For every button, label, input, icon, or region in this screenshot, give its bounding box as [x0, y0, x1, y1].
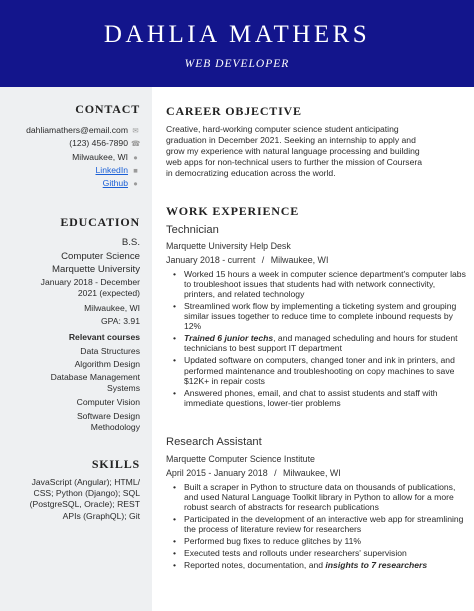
contact-phone[interactable] [0, 137, 140, 150]
envelope-icon: ✉ [132, 126, 139, 136]
objective-text [166, 124, 466, 179]
skills-list [0, 477, 140, 522]
github-link[interactable]: Github [102, 178, 128, 189]
objective-line: web apps for non-technical users to further the mission of Coursera [166, 157, 423, 168]
objective-heading: CAREER OBJECTIVE [166, 104, 302, 118]
job-company: Marquette Computer Science Institute [166, 454, 315, 464]
edu-degree: B.S. [121, 237, 140, 248]
skills-line: CSS; Python (Django); SQL [33, 488, 140, 499]
contact-list [0, 124, 140, 190]
linkedin-link[interactable]: LinkedIn [95, 164, 128, 175]
job-bullet [166, 388, 466, 408]
edu-dates-line-2: 2021 (expected) [77, 287, 140, 298]
bullet-text: Updated software on computers, changed toner and ink in printers, and performed maintenance and troubleshooting on copy machines to save $12K+ in repair costs [184, 355, 455, 386]
edu-dates-line-1: January 2018 - December [40, 276, 140, 287]
job-bullets [166, 482, 466, 572]
objective-line: in democratizing education across the world. [166, 168, 336, 179]
contact-linkedin[interactable] [0, 164, 140, 177]
experience-heading: WORK EXPERIENCE [166, 204, 300, 218]
job-bullet [166, 269, 466, 299]
course-item: Software Design [76, 410, 140, 421]
bullet-text: Answered phones, email, and chat to assist students and staff with immediate questions, lower-tier problems [184, 387, 438, 408]
github-icon: ● [133, 179, 138, 189]
edu-location: Milwaukee, WI [84, 302, 140, 313]
courses-heading: Relevant courses [68, 332, 140, 343]
job-bullet [166, 514, 466, 534]
job-bullet [166, 548, 466, 558]
course-item: Methodology [90, 421, 140, 432]
contact-heading: CONTACT [75, 102, 140, 116]
contact-email[interactable] [0, 124, 140, 137]
course-item: Algorithm Design [74, 358, 140, 369]
edu-school: Marquette University [52, 264, 140, 275]
edu-gpa: GPA: 3.91 [100, 316, 140, 327]
job-bullet [166, 301, 466, 331]
job-bullet [166, 355, 466, 385]
bullet-text: Participated in the development of an interactive web app for streamlining the process of literature review for researchers [184, 514, 464, 535]
skills-heading: SKILLS [91, 457, 140, 471]
job-dates-location [166, 255, 328, 265]
highlight-text: Trained 6 junior techs [184, 333, 274, 344]
location-pin-icon: ● [133, 152, 138, 162]
separator: / [261, 255, 265, 265]
bullet-text: Built a scraper in Python to structure data on thousands of publications, and used Natural Language Toolkit library in Python to allow for a more robust search of abstracts for research publications [184, 482, 456, 513]
contact-phone-text: (123) 456-7890 [69, 138, 128, 149]
course-item: Systems [107, 383, 140, 394]
highlight-text: insights to 7 researchers [325, 560, 428, 571]
candidate-name: DAHLIA MATHERS [103, 21, 371, 48]
skills-line: APIs (GraphQL); Git [62, 510, 140, 521]
objective-line: Creative, hard-working computer science student anticipating [166, 124, 399, 134]
bullet-text: Performed bug fixes to reduce glitches by 11% [184, 536, 362, 547]
job-bullets [166, 269, 466, 410]
course-item: Computer Vision [76, 397, 140, 408]
contact-github[interactable] [0, 177, 140, 190]
contact-location-text: Milwaukee, WI [72, 151, 128, 162]
job-dates: January 2018 - current [166, 255, 256, 265]
skills-line: JavaScript (Angular); HTML/ [31, 477, 140, 487]
resume-header [0, 0, 474, 87]
job-location: Milwaukee, WI [270, 255, 329, 265]
phone-icon: ☎ [131, 139, 141, 149]
bullet-text: Worked 15 hours a week in computer science department's computer labs to troubleshoot issues that students had with network connectivity, printers, and related technology [184, 269, 466, 300]
bullet-text: Executed tests and rollouts under researchers' supervision [184, 548, 407, 559]
bullet-text: , and managed scheduling and hours for student technicians to best support IT department [184, 333, 458, 354]
job-bullet [166, 482, 466, 512]
job-title: Technician [166, 224, 219, 236]
job-title: Research Assistant [166, 436, 262, 448]
bullet-text: Streamlined work flow by implementing a ticketing system and grouping similar issues together to reduce time to complete inbound requests by 12% [184, 301, 457, 332]
job-dates-location [166, 468, 341, 478]
bullet-text: Reported notes, documentation, and [184, 560, 326, 571]
job-bullet [166, 536, 466, 546]
job-dates: April 2015 - January 2018 [166, 468, 268, 478]
edu-major: Computer Science [61, 250, 140, 262]
course-item: Data Structures [80, 345, 140, 356]
job-location: Milwaukee, WI [283, 468, 341, 478]
linkedin-icon: ■ [133, 165, 138, 175]
job-bullet [166, 560, 466, 570]
job-bullet [166, 333, 466, 353]
separator: / [274, 468, 277, 478]
course-item: Database Management [50, 371, 140, 382]
contact-email-text: dahliamathers@email.com [26, 125, 128, 136]
candidate-title: WEB DEVELOPER [184, 58, 290, 70]
job-company: Marquette University Help Desk [166, 241, 291, 251]
sidebar [0, 87, 152, 611]
objective-line: grow my experience with natural language processing and building [166, 146, 420, 157]
skills-line: (PostgreSQL, Oracle); REST [29, 499, 140, 510]
education-block [0, 236, 140, 433]
education-heading: EDUCATION [60, 215, 140, 229]
contact-location [0, 151, 140, 164]
objective-line: graduation in December 2021. Seeking an internship to apply and [166, 135, 416, 146]
